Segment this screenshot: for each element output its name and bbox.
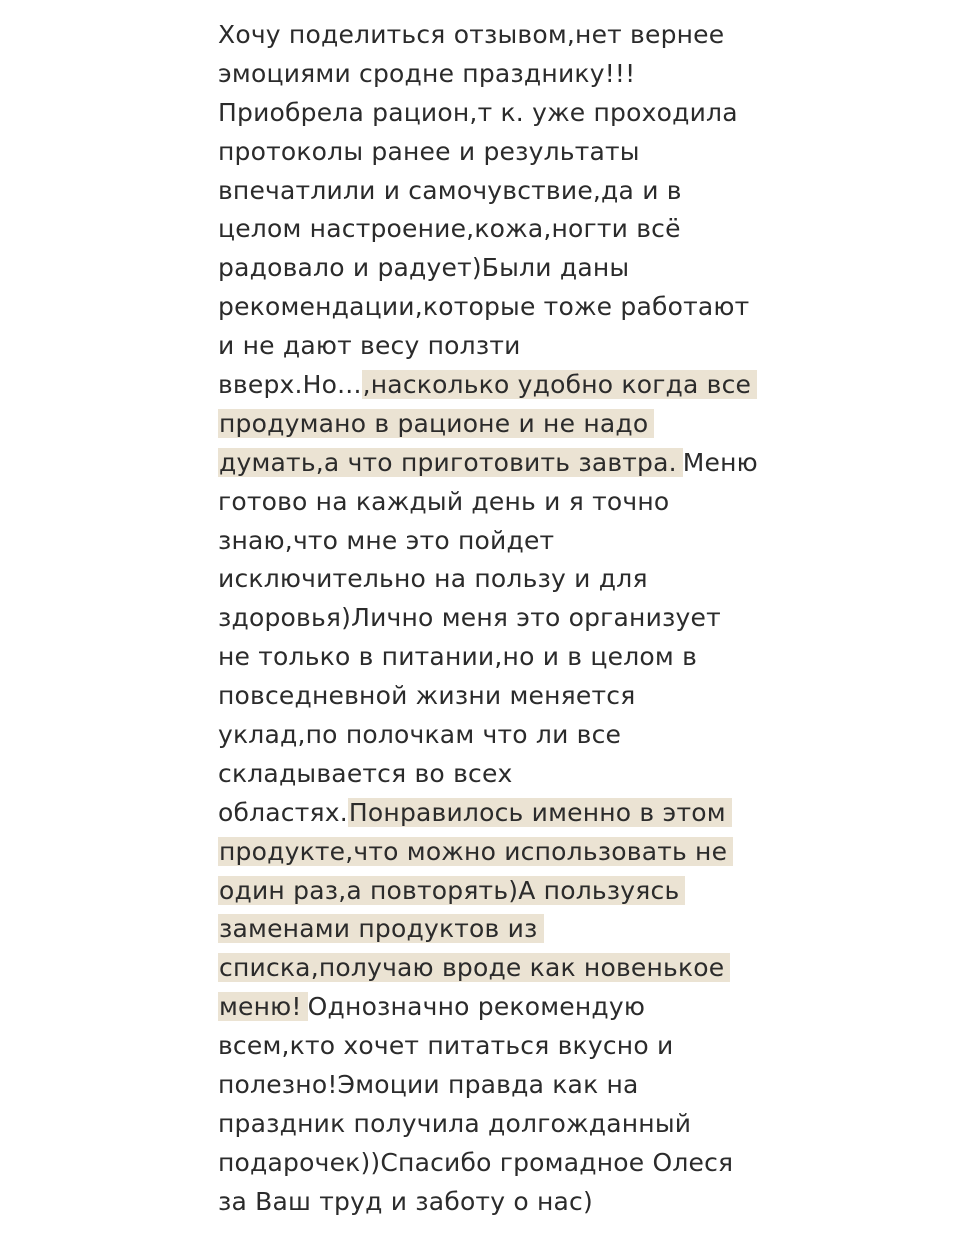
review-text bbox=[218, 16, 778, 1222]
review-line bbox=[218, 327, 778, 366]
review-text-segment: Однозначно рекомендую bbox=[307, 992, 646, 1022]
highlighted-text-segment: думать,а что приготовить завтра. bbox=[218, 448, 683, 477]
review-line bbox=[218, 949, 778, 988]
review-line bbox=[218, 833, 778, 872]
review-text-segment: не только в питании,но и в целом в bbox=[218, 642, 698, 672]
review-text-segment: вверх.Но... bbox=[218, 370, 362, 400]
review-line bbox=[218, 716, 778, 755]
review-line bbox=[218, 1027, 778, 1066]
highlighted-text-segment: ,насколько удобно когда все bbox=[362, 370, 758, 399]
review-text-segment: областях. bbox=[218, 797, 348, 827]
highlighted-text-segment: продукте,что можно использовать не bbox=[218, 837, 733, 866]
review-text-segment: повседневной жизни меняется bbox=[218, 681, 636, 711]
review-line bbox=[218, 677, 778, 716]
review-line bbox=[218, 249, 778, 288]
review-text-segment: целом настроение,кожа,ногти всё bbox=[218, 214, 681, 244]
review-text-segment: Меню bbox=[682, 447, 758, 477]
review-text-segment: складывается во всех bbox=[218, 758, 513, 788]
review-line bbox=[218, 288, 778, 327]
review-line bbox=[218, 16, 778, 55]
highlighted-text-segment: продумано в рационе и не надо bbox=[218, 409, 654, 438]
review-text-segment: исключительно на пользу и для bbox=[218, 564, 648, 594]
review-line bbox=[218, 1066, 778, 1105]
review-text-segment: готово на каждый день и я точно bbox=[218, 486, 670, 516]
review-line bbox=[218, 522, 778, 561]
review-line bbox=[218, 133, 778, 172]
highlighted-text-segment: списка,получаю вроде как новенькое bbox=[218, 953, 730, 982]
highlighted-text-segment: меню! bbox=[218, 992, 308, 1021]
review-line bbox=[218, 599, 778, 638]
review-line bbox=[218, 910, 778, 949]
review-text-segment: радовало и радует)Были даны bbox=[218, 253, 630, 283]
highlighted-text-segment: Понравилось именно в этом bbox=[348, 798, 732, 827]
highlighted-text-segment: один раз,а повторять)А пользуясь bbox=[218, 876, 685, 905]
review-text-segment: праздник получила долгожданный bbox=[218, 1108, 692, 1138]
review-line bbox=[218, 55, 778, 94]
review-text-segment: полезно!Эмоции правда как на bbox=[218, 1070, 639, 1100]
review-line bbox=[218, 794, 778, 833]
review-line bbox=[218, 560, 778, 599]
review-line bbox=[218, 638, 778, 677]
review-line bbox=[218, 755, 778, 794]
review-line bbox=[218, 872, 778, 911]
review-line bbox=[218, 444, 778, 483]
review-text-segment: уклад,по полочкам что ли все bbox=[218, 720, 622, 750]
review-line bbox=[218, 366, 778, 405]
review-text-segment: Хочу поделиться отзывом,нет вернее bbox=[218, 20, 725, 49]
review-text-segment: за Ваш труд и заботу о нас) bbox=[218, 1186, 593, 1216]
review-line bbox=[218, 94, 778, 133]
review-line bbox=[218, 988, 778, 1027]
review-line bbox=[218, 172, 778, 211]
review-line bbox=[218, 1144, 778, 1183]
review-line bbox=[218, 405, 778, 444]
review-text-segment: рекомендации,которые тоже работают bbox=[218, 292, 750, 322]
review-text-segment: протоколы ранее и результаты bbox=[218, 136, 640, 166]
review-line bbox=[218, 210, 778, 249]
review-text-segment: здоровья)Лично меня это организует bbox=[218, 603, 721, 633]
review-text-segment: и не дают весу ползти bbox=[218, 331, 521, 361]
review-text-segment: всем,кто хочет питаться вкусно и bbox=[218, 1031, 674, 1061]
review-text-segment: подарочек))Спасибо громадное Олеся bbox=[218, 1147, 734, 1177]
highlighted-text-segment: заменами продуктов из bbox=[218, 914, 544, 943]
review-text-segment: знаю,что мне это пойдет bbox=[218, 525, 555, 555]
review-text-segment: впечатлили и самочувствие,да и в bbox=[218, 175, 682, 205]
review-line bbox=[218, 1183, 778, 1222]
review-text-segment: эмоциями сродне празднику!!! bbox=[218, 58, 636, 88]
review-line bbox=[218, 1105, 778, 1144]
review-line bbox=[218, 483, 778, 522]
review-text-segment: Приобрела рацион,т к. уже проходила bbox=[218, 97, 738, 127]
